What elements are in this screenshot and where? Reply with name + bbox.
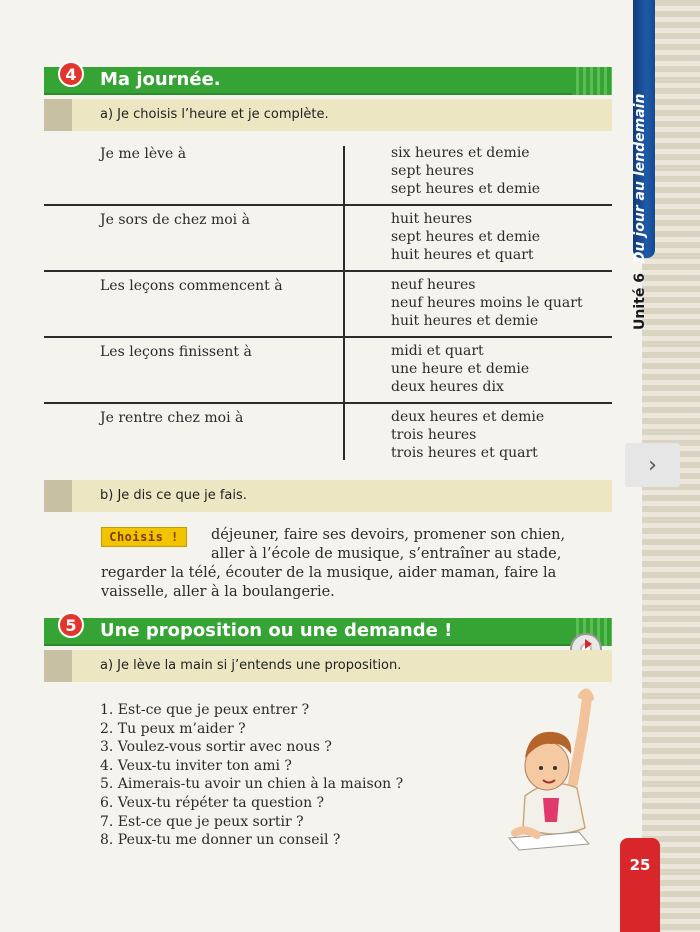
list-item: 2. Tu peux m’aider ?	[100, 720, 246, 737]
table-row	[44, 140, 612, 206]
list-item: 4. Veux-tu inviter ton ami ?	[100, 757, 292, 774]
option[interactable]: une heure et demie	[391, 361, 530, 377]
exercise-4a-instruction-bar	[44, 99, 612, 131]
exercise-4-title: Ma journée.	[100, 69, 221, 90]
exercise-5a-instruction-bar	[44, 650, 612, 682]
proposition-list	[100, 701, 403, 850]
list-item: 7. Est-ce que je peux sortir ?	[100, 813, 304, 830]
list-item: 5. Aimerais-tu avoir un chien à la maison ?	[100, 776, 404, 793]
table-row	[44, 338, 612, 404]
choices-line: vaisselle, aller à la boulangerie.	[101, 584, 335, 600]
list-item: 1. Est-ce que je peux entrer ?	[100, 702, 310, 718]
table-row	[44, 404, 612, 470]
option[interactable]: midi et quart	[391, 343, 484, 359]
row-options	[391, 408, 544, 462]
option[interactable]: neuf heures	[391, 277, 476, 293]
option[interactable]: trois heures et quart	[391, 445, 538, 461]
time-choice-table	[44, 140, 612, 470]
row-options	[391, 342, 529, 396]
choisis-badge: Choisis !	[101, 527, 187, 547]
list-item: 3. Voulez-vous sortir avec nous ?	[100, 739, 332, 756]
row-options	[391, 144, 540, 198]
unit-number: Unité 6	[632, 273, 648, 330]
option[interactable]: huit heures et quart	[391, 247, 534, 263]
exercise-4b-instruction-bar	[44, 480, 612, 512]
choices-line: déjeuner, faire ses devoirs, promener son chien,	[211, 527, 566, 543]
row-stem: Les leçons finissent à	[100, 344, 252, 360]
page-number: 25	[629, 856, 651, 874]
exercise-4-number: 4	[58, 61, 84, 87]
option[interactable]: huit heures et demie	[391, 313, 539, 329]
option[interactable]: trois heures	[391, 427, 477, 443]
exercise-5-number: 5	[58, 612, 84, 638]
row-stem: Je sors de chez moi à	[100, 212, 250, 228]
boy-raising-hand-illustration	[495, 688, 605, 853]
chevron-right-icon: ›	[648, 452, 657, 478]
table-row	[44, 272, 612, 338]
option[interactable]: neuf heures moins le quart	[391, 295, 583, 311]
option[interactable]: sept heures et demie	[391, 229, 541, 245]
list-item: 8. Peux-tu me donner un conseil ?	[100, 832, 341, 849]
exercise-4a-instruction: a) Je choisis l’heure et je complète.	[100, 107, 329, 122]
choices-line: aller à l’école de musique, s’entraîner au stade,	[211, 546, 562, 562]
option[interactable]: sept heures et demie	[391, 181, 541, 197]
option[interactable]: huit heures	[391, 211, 473, 227]
row-options	[391, 276, 583, 330]
option[interactable]: deux heures et demie	[391, 409, 545, 425]
header-stripe-decoration	[572, 67, 612, 95]
unit-subtitle: Du jour au lendemain	[632, 93, 648, 264]
page-number-tab	[620, 838, 660, 932]
unit-label	[632, 90, 648, 330]
list-item: 6. Veux-tu répéter ta question ?	[100, 794, 325, 811]
table-row	[44, 206, 612, 272]
option[interactable]: deux heures dix	[391, 379, 504, 395]
exercise-5-title: Une proposition ou une demande !	[100, 620, 453, 641]
row-stem: Les leçons commencent à	[100, 278, 283, 294]
row-stem: Je me lève à	[100, 146, 187, 162]
next-page-button[interactable]	[625, 443, 680, 487]
option[interactable]: six heures et demie	[391, 145, 530, 161]
exercise-5a-instruction: a) Je lève la main si j’entends une proposition.	[100, 658, 402, 673]
row-stem: Je rentre chez moi à	[100, 410, 244, 426]
option[interactable]: sept heures	[391, 163, 474, 179]
exercise-4b-instruction: b) Je dis ce que je fais.	[100, 488, 247, 503]
row-options	[391, 210, 540, 264]
choices-line: regarder la télé, écouter de la musique, aider maman, faire la	[101, 565, 557, 581]
